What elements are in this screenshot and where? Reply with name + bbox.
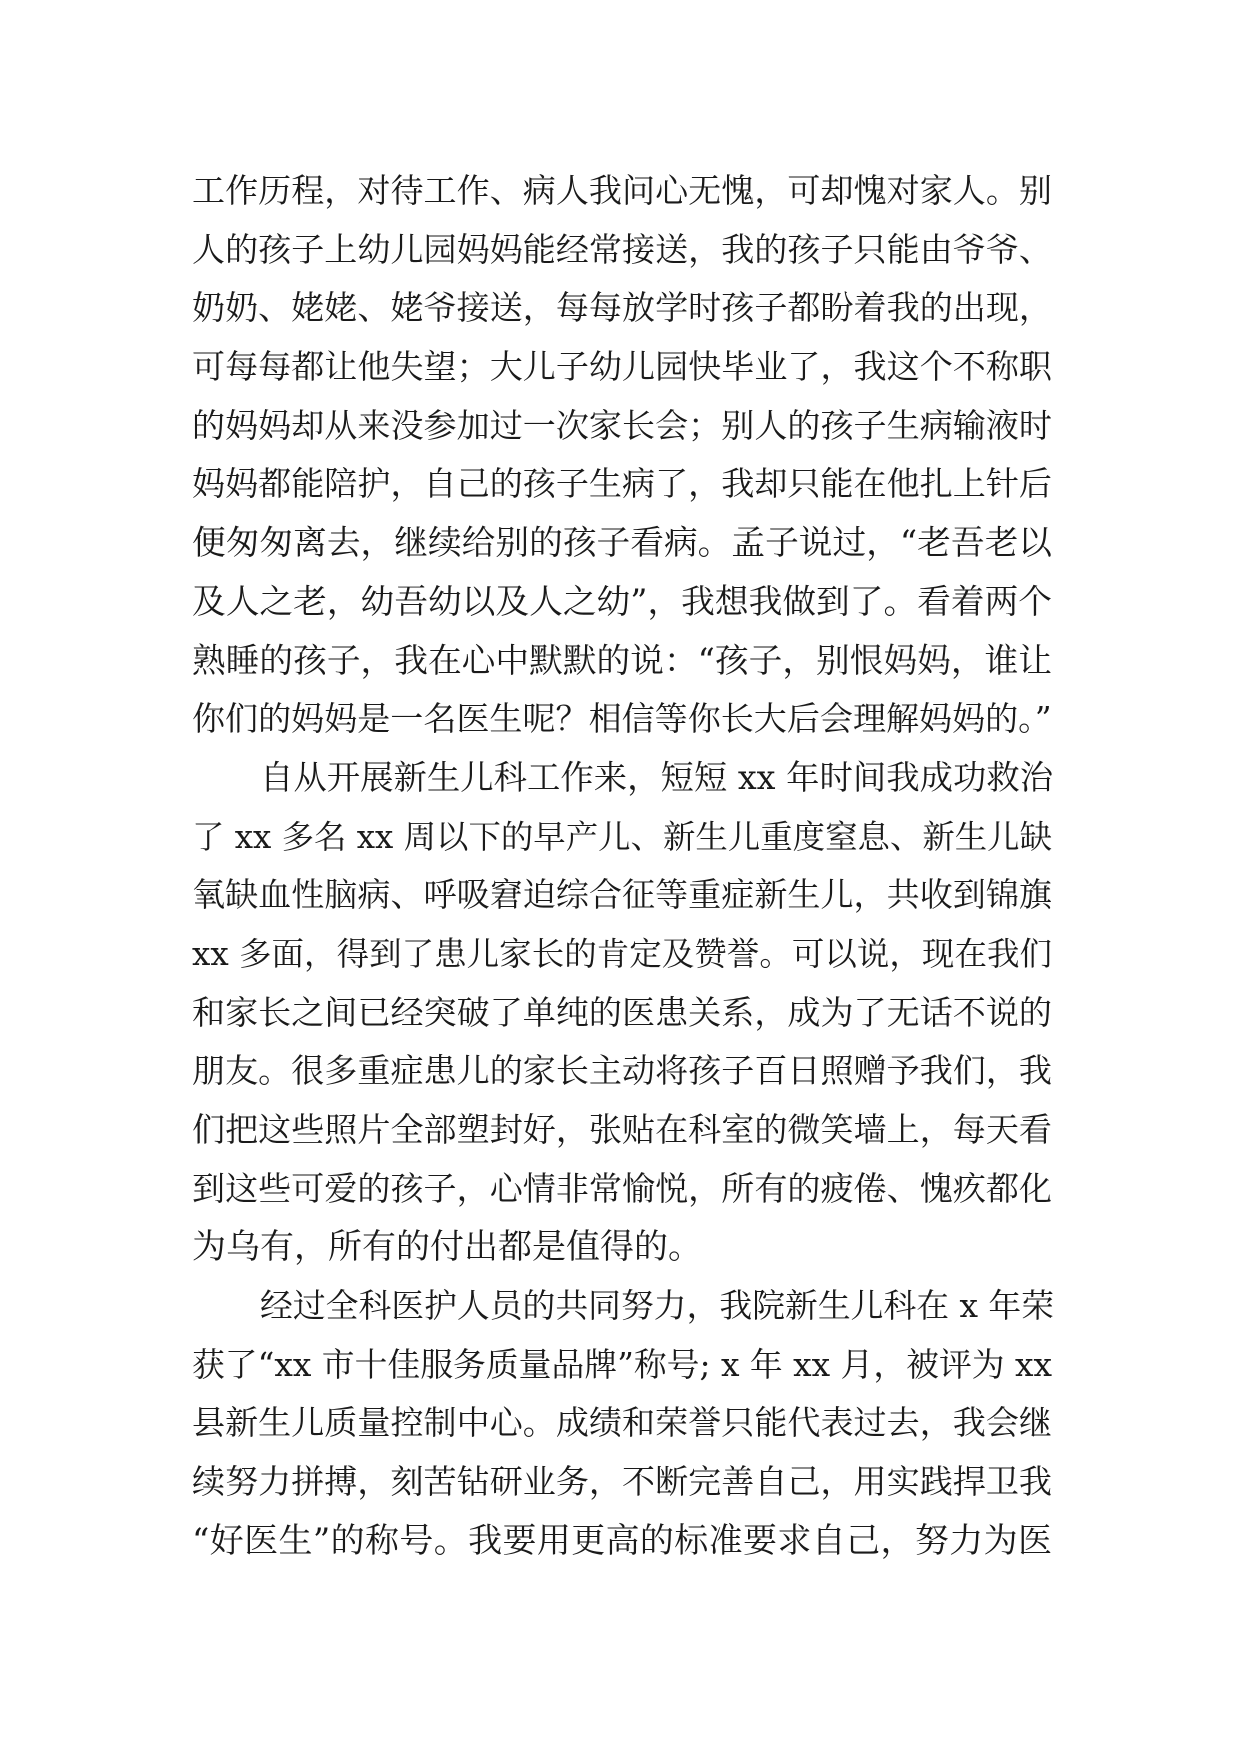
text-line: 获了“xx 市十佳服务质量品牌”称号; x 年 xx 月，被评为 xx xyxy=(192,1345,1052,1384)
text-line: 到这些可爱的孩子，心情非常愉悦，所有的疲倦、愧疚都化 xyxy=(192,1168,1052,1208)
text-line: 及人之老，幼吾幼以及人之幼”，我想我做到了。看着两个 xyxy=(192,581,1052,621)
text-line: 你们的妈妈是一名医生呢？相信等你长大后会理解妈妈的。” xyxy=(192,699,1052,739)
text-line: “好医生”的称号。我要用更高的标准要求自己，努力为医 xyxy=(192,1520,1052,1561)
text-line: 人的孩子上幼儿园妈妈能经常接送，我的孩子只能由爷爷、 xyxy=(192,229,1052,269)
text-line: 工作历程，对待工作、病人我问心无愧，可却愧对家人。别 xyxy=(192,171,1052,210)
text-line: 熟睡的孩子，我在心中默默的说：“孩子，别恨妈妈，谁让 xyxy=(192,640,1052,680)
text-line: 续努力拼搏，刻苦钻研业务，不断完善自己，用实践捍卫我 xyxy=(192,1462,1052,1502)
text-line: 妈妈都能陪护，自己的孩子生病了，我却只能在他扎上针后 xyxy=(192,464,1052,504)
text-line: 的妈妈却从来没参加过一次家长会；别人的孩子生病输液时 xyxy=(192,405,1052,445)
text-line: 为乌有，所有的付出都是值得的。 xyxy=(192,1227,702,1268)
text-line: 可每每都让他失望；大儿子幼儿园快毕业了，我这个不称职 xyxy=(192,347,1052,387)
text-line: 和家长之间已经突破了单纯的医患关系，成为了无话不说的 xyxy=(192,992,1052,1032)
text-line: 经过全科医护人员的共同努力，我院新生儿科在 x 年荣 xyxy=(260,1287,1055,1326)
text-line: 氧缺血性脑病、呼吸窘迫综合征等重症新生儿，共收到锦旗 xyxy=(192,875,1052,915)
text-line: 县新生儿质量控制中心。成绩和荣誉只能代表过去，我会继 xyxy=(192,1403,1052,1443)
text-line: xx 多面，得到了患儿家长的肯定及赞誉。可以说，现在我们 xyxy=(192,934,1052,973)
text-line: 便匆匆离去，继续给别的孩子看病。孟子说过，“老吾老以 xyxy=(192,523,1052,563)
body-text xyxy=(192,162,1055,1571)
text-line: 自从开展新生儿科工作来，短短 xx 年时间我成功救治 xyxy=(260,757,1054,797)
text-line: 了 xx 多名 xx 周以下的早产儿、新生儿重度窒息、新生儿缺 xyxy=(192,817,1052,856)
text-line: 们把这些照片全部塑封好，张贴在科室的微笑墙上，每天看 xyxy=(192,1110,1052,1149)
text-line: 奶奶、姥姥、姥爷接送，每每放学时孩子都盼着我的出现， xyxy=(192,288,1052,328)
text-line: 朋友。很多重症患儿的家长主动将孩子百日照赠予我们，我 xyxy=(192,1051,1052,1091)
